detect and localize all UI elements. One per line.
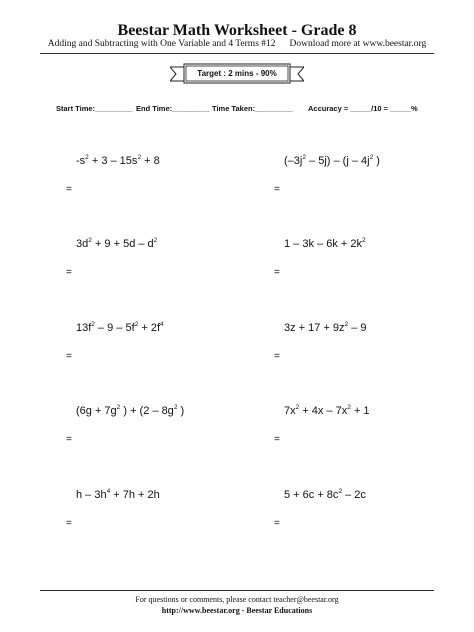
accuracy-field[interactable]: Accuracy = _____/10 = _____% <box>308 104 418 113</box>
target-label: Target : 2 mins - 90% <box>197 69 277 78</box>
topic-text: Adding and Subtracting with One Variable and 4 Terms #12 <box>47 39 276 49</box>
problem-7-answer-line[interactable]: = <box>66 434 72 445</box>
problem-9-answer-line[interactable]: = <box>66 518 72 529</box>
expression-term: (–3j <box>284 155 303 167</box>
worksheet-title: Beestar Math Worksheet - Grade 8 <box>117 22 357 39</box>
problem-9-expression <box>76 489 160 501</box>
expression-term: h – 3h <box>76 489 107 501</box>
expression-term: + 2f <box>141 322 161 334</box>
problem-6-answer-line[interactable]: = <box>274 351 280 362</box>
expression-term: ) <box>180 405 185 417</box>
problem-3-answer-line[interactable]: = <box>66 267 72 278</box>
exponent: 2 <box>361 237 366 244</box>
expression-term: + 1 <box>353 405 370 417</box>
exponent: 2 <box>369 154 374 161</box>
expression-term: (6g + 7g <box>76 405 117 417</box>
expression-term: – 2c <box>345 489 366 501</box>
problem-1-expression <box>76 155 160 167</box>
exponent: 2 <box>88 237 92 244</box>
download-link[interactable]: Download more at www.beestar.org <box>289 39 427 49</box>
problem-7-expression <box>76 405 184 417</box>
problem-8-answer-line[interactable]: = <box>274 434 280 445</box>
expression-term: ) + (2 – 8g <box>123 405 174 417</box>
exponent: 2 <box>302 154 306 161</box>
expression-term: 3d <box>76 238 89 250</box>
expression-term: ) <box>376 155 380 167</box>
expression-term: 13f <box>76 322 92 334</box>
exponent: 4 <box>106 488 111 495</box>
problem-4-answer-line[interactable]: = <box>274 267 280 278</box>
problem-6-expression <box>284 322 367 334</box>
footer-divider <box>40 590 434 591</box>
expression-term: + 9 + 5d – d <box>94 238 154 250</box>
problem-2-expression <box>284 155 380 167</box>
footer-site[interactable]: http://www.beestar.org - Beestar Educations <box>161 606 313 615</box>
expression-term: + 3 – 15s <box>91 155 138 167</box>
end-time-field[interactable]: End Time:_________ <box>136 104 210 113</box>
exponent: 2 <box>153 237 158 244</box>
exponent: 4 <box>160 321 164 328</box>
problem-5-answer-line[interactable]: = <box>66 351 72 362</box>
expression-term: + 4x – 7x <box>302 405 348 417</box>
exponent: 2 <box>134 321 139 328</box>
expression-term: + 8 <box>144 155 160 167</box>
exponent: 2 <box>347 404 351 411</box>
expression-term: -s <box>76 155 86 167</box>
problem-8-expression <box>284 405 370 417</box>
exponent: 2 <box>116 404 121 411</box>
problem-5-expression <box>76 322 164 334</box>
exponent: 2 <box>344 321 349 328</box>
exponent: 2 <box>295 404 300 411</box>
expression-term: – 9 – 5f <box>97 322 135 334</box>
expression-term: 5 + 6c + 8c <box>284 489 339 501</box>
expression-term: – 9 <box>351 322 367 334</box>
time-taken-field[interactable]: Time Taken:_________ <box>212 104 293 113</box>
expression-term: + 7h + 2h <box>113 489 160 501</box>
start-time-field[interactable]: Start Time:_________ <box>56 104 133 113</box>
exponent: 2 <box>85 154 89 161</box>
problem-2-answer-line[interactable]: = <box>274 184 280 195</box>
footer-contact: For questions or comments, please contact teacher@beestar.org <box>135 595 339 604</box>
problem-3-expression <box>76 238 157 250</box>
exponent: 2 <box>338 488 343 495</box>
header-divider <box>40 53 434 54</box>
problem-4-expression <box>284 238 366 250</box>
expression-term: 7x <box>284 405 296 417</box>
worksheet-subtitle <box>0 39 474 49</box>
exponent: 2 <box>137 154 142 161</box>
problem-10-expression <box>284 489 366 501</box>
problem-1-answer-line[interactable]: = <box>66 184 72 195</box>
expression-term: – 5j) – (j – 4j <box>309 155 370 167</box>
expression-term: 3z + 17 + 9z <box>284 322 345 334</box>
exponent: 2 <box>173 404 178 411</box>
exponent: 2 <box>91 321 95 328</box>
problem-10-answer-line[interactable]: = <box>274 518 280 529</box>
expression-term: 1 – 3k – 6k + 2k <box>284 238 362 250</box>
